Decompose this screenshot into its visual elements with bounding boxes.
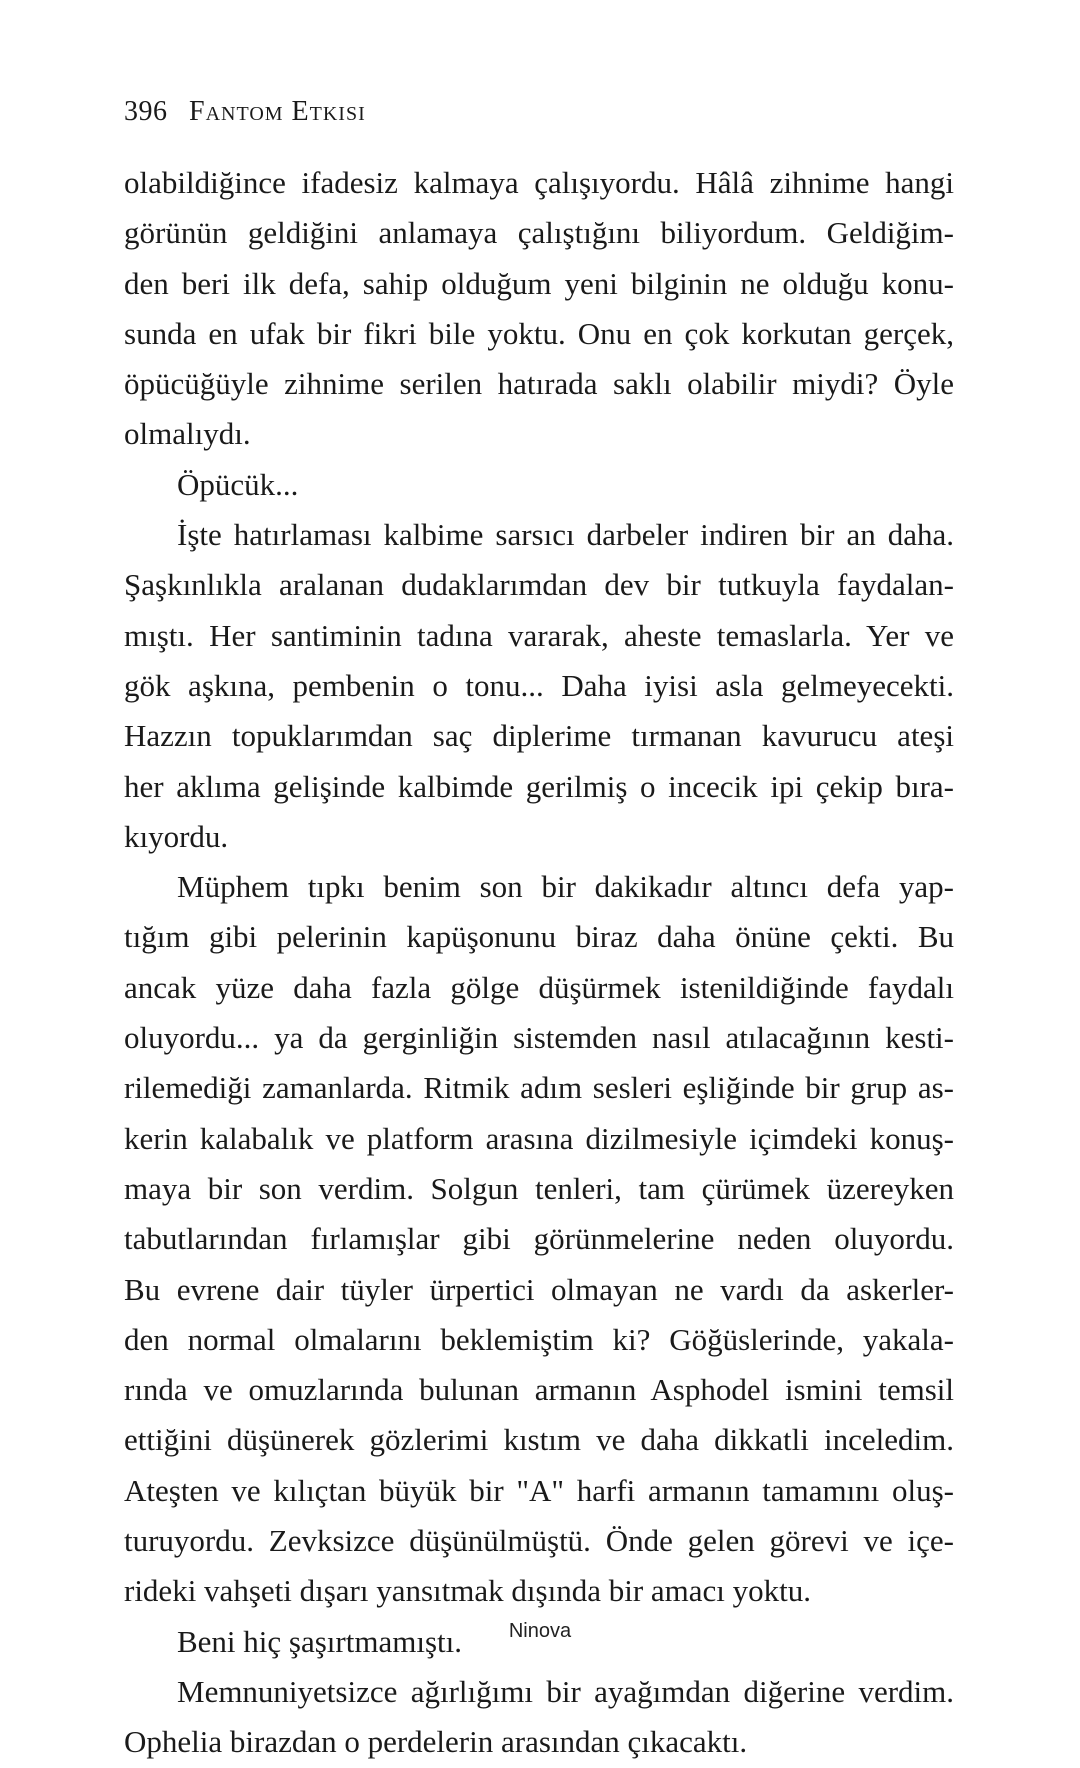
text-line: maya bir son verdim. Solgun tenleri, tam çürümek üzereyken xyxy=(124,1170,954,1206)
text-line: den beri ilk defa, sahip olduğum yeni bilginin ne olduğu konu- xyxy=(124,265,954,301)
text-line: görünün geldiğini anlamaya çalıştığını biliyordum. Geldiğim- xyxy=(124,215,954,251)
text-line: mıştı. Her santiminin tadına vararak, aheste temaslarla. Yer ve xyxy=(124,617,954,653)
text-line: Bu evrene dair tüyler ürpertici olmayan ne vardı da askerler- xyxy=(124,1271,954,1307)
book-title: Fantom Etkisi xyxy=(189,96,366,127)
text-line: Öpücük... xyxy=(177,466,299,502)
text-line: olabildiğince ifadesiz kalmaya çalışıyordu. Hâlâ zihnime hangi xyxy=(124,165,954,200)
text-line: Ophelia birazdan o perdelerin arasından çıkacaktı. xyxy=(124,1724,748,1760)
text-line: ettiğini düşünerek gözlerimi kıstım ve daha dikkatli inceledim. xyxy=(124,1422,954,1458)
running-header xyxy=(124,96,366,128)
text-line: tığım gibi pelerinin kapüşonunu biraz daha önüne çekti. Bu xyxy=(124,919,954,955)
text-line: her aklıma gelişinde kalbimde gerilmiş o incecik ipi çekip bıra- xyxy=(124,768,954,804)
publisher-footer: Ninova xyxy=(508,1620,572,1642)
text-line: sunda en ufak bir fikri bile yoktu. Onu en çok korkutan gerçek, xyxy=(124,315,954,351)
text-line: oluyordu... ya da gerginliğin sistemden nasıl atılacağının kesti- xyxy=(124,1020,954,1056)
text-line: rında ve omuzlarında bulunan armanın Asphodel ismini temsil xyxy=(124,1372,954,1408)
text-line: ancak yüze daha fazla gölge düşürmek istenildiğinde faydalı xyxy=(124,969,954,1005)
text-line: kıyordu. xyxy=(124,818,229,854)
text-line: kerin kalabalık ve platform arasına dizilmesiyle içimdeki konuş- xyxy=(124,1120,954,1156)
text-line: turuyordu. Zevksizce düşünülmüştü. Önde gelen görevi ve içe- xyxy=(124,1523,954,1559)
text-line: öpücüğüyle zihnime serilen hatırada saklı olabilir miydi? Öyle xyxy=(124,366,954,402)
text-line: Müphem tıpkı benim son bir dakikadır altıncı defa yap- xyxy=(177,869,954,905)
text-line: Ateşten ve kılıçtan büyük bir "A" harfi armanın tamamını oluş- xyxy=(124,1472,954,1508)
text-line: Memnuniyetsizce ağırlığımı bir ayağımdan diğerine verdim. xyxy=(177,1673,954,1709)
text-line: İşte hatırlaması kalbime sarsıcı darbeler indiren bir an daha. xyxy=(177,517,954,553)
text-line: den normal olmalarını beklemiştim ki? Göğüslerinde, yakala- xyxy=(124,1321,954,1357)
text-line: rideki vahşeti dışarı yansıtmak dışında bir amacı yoktu. xyxy=(124,1573,812,1609)
text-line: tabutlarından fırlamışlar gibi görünmelerine neden oluyordu. xyxy=(124,1221,954,1257)
text-line: Hazzın topuklarımdan saç diplerime tırmanan kavurucu ateşi xyxy=(124,718,954,754)
text-line: Şaşkınlıkla aralanan dudaklarımdan dev bir tutkuyla faydalan- xyxy=(124,567,954,603)
text-line: gök aşkına, pembenin o tonu... Daha iyisi asla gelmeyecekti. xyxy=(124,667,954,703)
text-line: rilemediği zamanlarda. Ritmik adım sesleri eşliğinde bir grup as- xyxy=(124,1070,954,1106)
text-line: Beni hiç şaşırtmamıştı. xyxy=(177,1623,462,1659)
text-line: olmalıydı. xyxy=(124,416,251,452)
body-text xyxy=(124,158,954,1768)
page-number: 396 xyxy=(124,96,168,127)
